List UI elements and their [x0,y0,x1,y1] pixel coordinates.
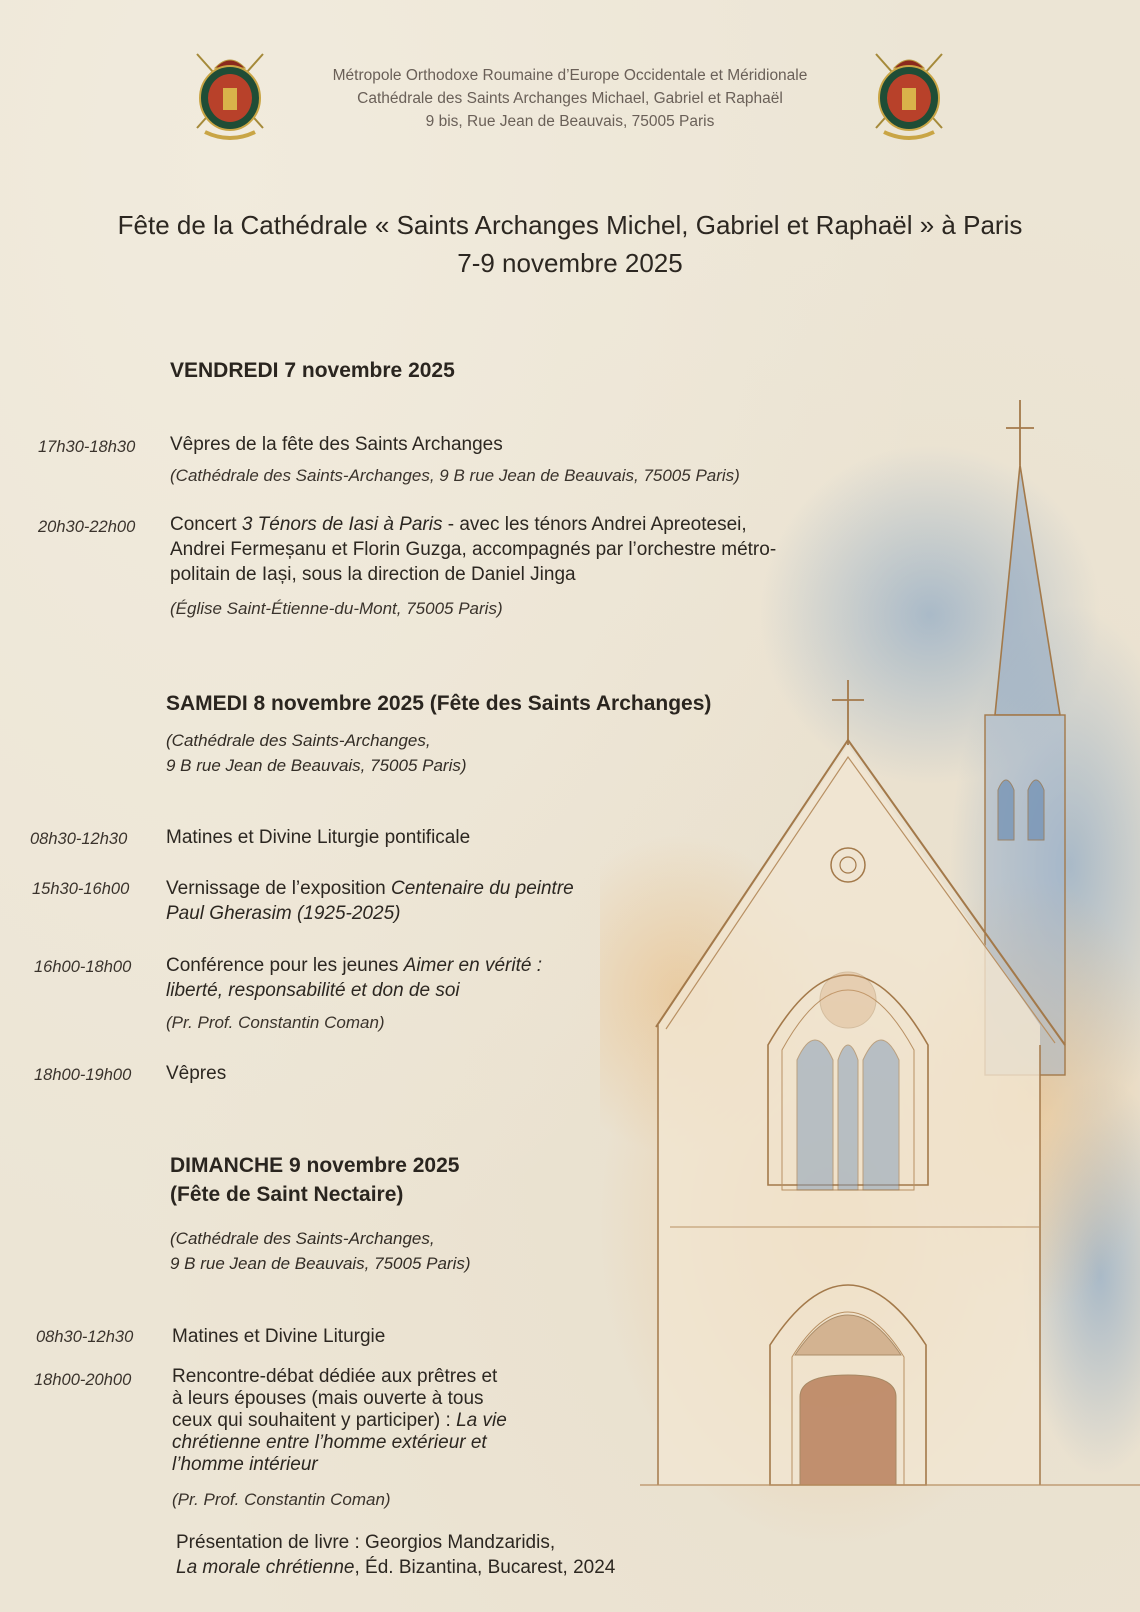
event-title-line-2: Andrei Fermeșanu et Florin Guzga, accompagnés par l’orchestre métro- [170,539,777,560]
event-location: (Cathédrale des Saints-Archanges, 9 B rue Jean de Beauvais, 75005 Paris) [170,466,740,485]
sunday-heading: DIMANCHE 9 novembre 2025 [170,1154,460,1177]
event-title-rest: - avec les ténors Andrei Apreotesei, [442,514,747,535]
event-title [166,1061,226,1086]
book-publisher: , Éd. Bizantina, Bucarest, 2024 [354,1557,616,1578]
event-title [166,953,542,1003]
event-time: 18h00-19h00 [34,1066,132,1084]
event-title [172,1324,385,1349]
header-line-3: 9 bis, Rue Jean de Beauvais, 75005 Paris [425,113,715,130]
event-time: 20h30-22h00 [38,518,136,536]
metropolis-crest-right [870,48,948,144]
event-speaker: (Pr. Prof. Constantin Coman) [172,1490,391,1509]
event-title-italic: La vie [456,1410,507,1431]
book-presentation [176,1530,615,1580]
event-title-italic-2: liberté, responsabilité et don de soi [166,980,460,1001]
event-title-prefix: Concert [170,514,242,535]
event-title-prefix: Vernissage de l’exposition [166,878,391,899]
event-time: 15h30-16h00 [32,880,130,898]
header-line-1: Métropole Orthodoxe Roumaine d’Europe Occidentale et Méridionale [332,67,808,84]
event-title-line-1: Rencontre-débat dédiée aux prêtres et [172,1366,498,1387]
event-speaker: (Pr. Prof. Constantin Coman) [166,1013,385,1032]
metropolis-crest-left [191,48,269,144]
event-title [170,512,776,587]
sunday-subheading: (Fête de Saint Nectaire) [170,1183,404,1206]
page-title [60,206,1080,282]
location-line-2: 9 B rue Jean de Beauvais, 75005 Paris) [170,1254,471,1273]
title-line-1: Fête de la Cathédrale « Saints Archanges Michel, Gabriel et Raphaël » à Paris [117,210,1023,240]
event-title-prefix: Conférence pour les jeunes [166,955,404,976]
event-title-italic: 3 Ténors de Iasi à Paris [241,514,443,535]
event-title [172,1366,507,1476]
location-line-1: (Cathédrale des Saints-Archanges, [166,731,431,750]
event-title-line-4: chrétienne entre l’homme extérieur et [172,1432,487,1453]
event-title-italic: Centenaire du peintre [390,878,574,899]
location-line-1: (Cathédrale des Saints-Archanges, [170,1229,435,1248]
event-title-line-3: politain de Iași, sous la direction de Daniel Jinga [170,564,576,585]
event-time: 08h30-12h30 [36,1328,134,1346]
event-title [166,876,574,926]
event-title-text: Vêpres [166,1063,227,1084]
event-title [170,432,503,457]
saturday-location [166,728,467,778]
sunday-location [170,1226,471,1276]
header-line-2: Cathédrale des Saints Archanges Michael, Gabriel et Raphaël [357,90,783,107]
event-title-text: Vêpres de la fête des Saints Archanges [170,434,503,455]
event-time: 16h00-18h00 [34,958,132,976]
event-time: 08h30-12h30 [30,830,128,848]
event-title-italic: Aimer en vérité : [403,955,542,976]
event-time: 18h00-20h00 [34,1371,132,1389]
event-title-line-2: à leurs épouses (mais ouverte à tous [172,1388,484,1409]
event-title-line-5: l’homme intérieur [172,1454,318,1475]
event-title-text: Matines et Divine Liturgie [172,1326,386,1347]
location-line-2: 9 B rue Jean de Beauvais, 75005 Paris) [166,756,467,775]
event-title-italic-2: Paul Gherasim (1925-2025) [166,903,401,924]
event-title [166,825,470,850]
friday-heading: VENDREDI 7 novembre 2025 [170,359,455,382]
event-title-text: Matines et Divine Liturgie pontificale [166,827,471,848]
event-time: 17h30-18h30 [38,438,136,456]
event-title-line-3: ceux qui souhaitent y participer) : [172,1410,457,1431]
saturday-heading: SAMEDI 8 novembre 2025 (Fête des Saints Archanges) [166,692,712,715]
event-location: (Église Saint-Étienne-du-Mont, 75005 Paris) [170,599,503,618]
book-title: La morale chrétienne [176,1557,355,1578]
book-line-1: Présentation de livre : Georgios Mandzaridis, [176,1532,556,1553]
header [270,64,870,133]
title-line-2: 7-9 novembre 2025 [457,248,683,278]
